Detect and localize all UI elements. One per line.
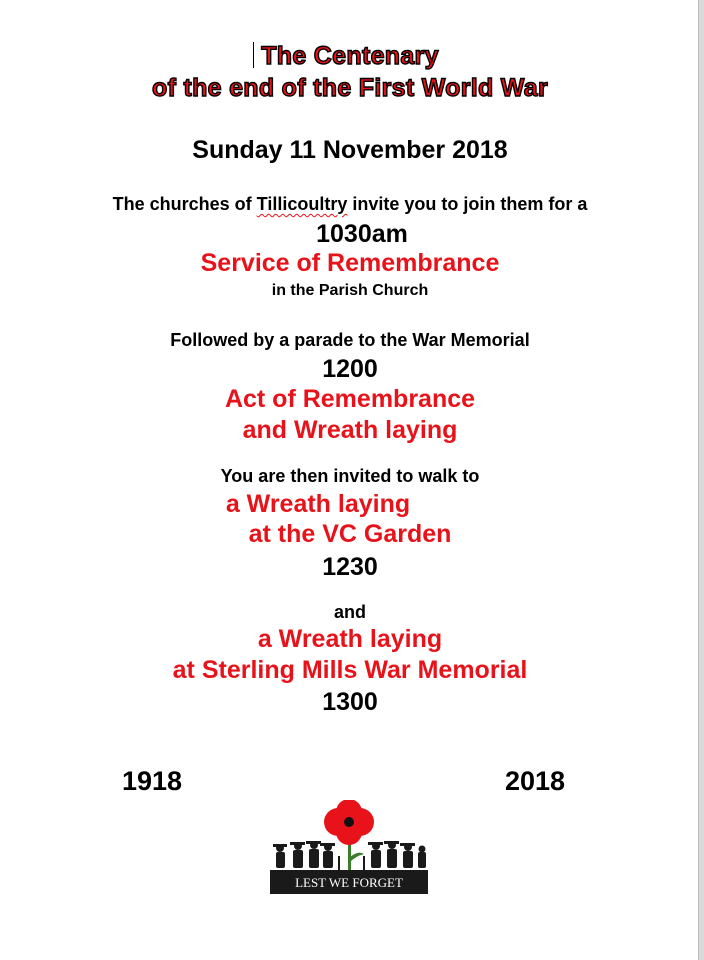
service-name: Service of Remembrance xyxy=(200,249,500,277)
vc-intro: You are then invited to walk to xyxy=(220,466,480,486)
invite-prefix: The churches of xyxy=(112,194,257,214)
year-left: 1918 xyxy=(122,766,183,796)
parade-intro: Followed by a parade to the War Memorial xyxy=(170,330,530,350)
lest-we-forget-logo xyxy=(268,800,430,896)
invite-text xyxy=(0,194,700,215)
event-date: Sunday 11 November 2018 xyxy=(192,136,508,164)
service-location: in the Parish Church xyxy=(271,282,429,299)
parade-line-1: Act of Remembrance xyxy=(224,385,476,413)
vc-time: 1230 xyxy=(322,553,378,581)
parade-line-2: and Wreath laying xyxy=(242,416,458,444)
sterling-time: 1300 xyxy=(322,688,378,716)
title-line-1: The Centenary xyxy=(261,42,439,70)
logo-caption: LEST WE FORGET xyxy=(295,875,403,890)
vc-line-2: at the VC Garden xyxy=(248,520,452,548)
sterling-line-2: at Sterling Mills War Memorial xyxy=(172,656,528,684)
sterling-line-1: a Wreath laying xyxy=(257,625,443,653)
invite-place: Tillicoultry xyxy=(256,194,348,214)
invite-suffix: invite you to join them for a xyxy=(347,194,588,214)
parade-time: 1200 xyxy=(322,355,378,383)
soldiers-poppy-icon xyxy=(268,800,430,896)
title-line-2: of the end of the First World War xyxy=(152,74,548,102)
year-right: 2018 xyxy=(505,766,566,796)
vc-line-1: a Wreath laying xyxy=(225,490,411,518)
service-time: 1030am xyxy=(316,220,408,248)
and-text: and xyxy=(333,602,366,622)
